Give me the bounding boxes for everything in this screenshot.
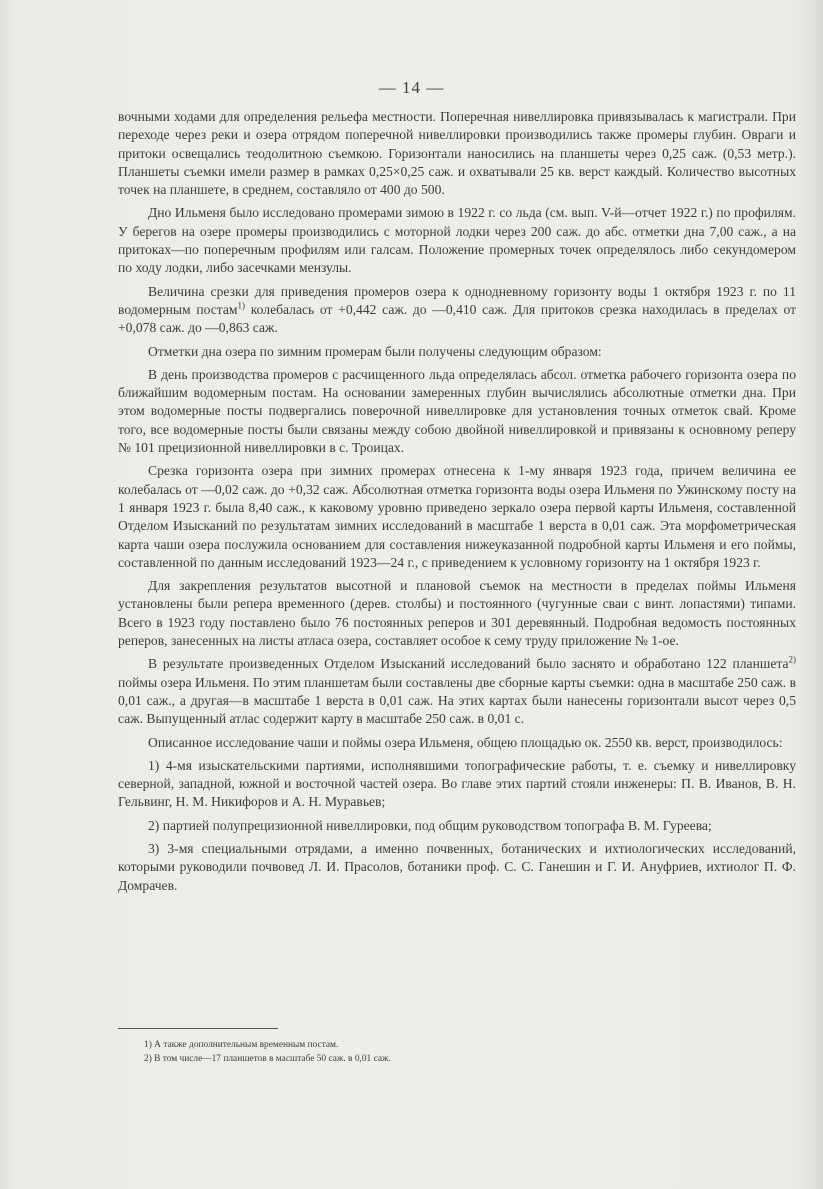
footnote: 2) В том числе—17 планшетов в масштабе 50 саж. в 0,01 саж. (144, 1054, 391, 1064)
paragraph: Отметки дна озера по зимним промерам были получены следующим образом: (148, 343, 602, 359)
list-item: 1) 4-мя изыскательскими партиями, исполнявшими топографические работы, т. е. съемку и нивеллировку северной, западной, южной и восточной частей озера. Во главе этих партий стояли инженеры: П. В. Иванов, В. Н. Гельвинг, Н. М. Никифоров и А. Н. Муравьев; (118, 757, 796, 810)
paragraph-text: поймы озера Ильменя. По этим планшетам были составлены две сборные карты съемки: одна в масштабе 250 саж. в 0,01 саж., а другая—в масштабе 1 верста в 0,01 саж. На этих картах были нанесены горизонтали высот через 0,5 саж. Выпущенный атлас содержит карту в масштабе 250 саж. в 0,01 с. (118, 674, 796, 727)
footnote: 1) А также дополнительным временным постам. (144, 1040, 339, 1050)
paragraph: Для закрепления результатов высотной и плановой съемок на местности в пределах поймы Ильменя установлены были репера временного (дерев. столбы) и постоянного (чугунные сваи с винт. лопастями) типами. Всего в 1923 году поставлено было 76 постоянных реперов и 301 деревянный. Подробная ведомость постоянных реперов, занесенных на листы атласа озера, составляет особое к сему труду приложение № 1-ое. (118, 578, 796, 649)
paragraph: вочными ходами для определения рельефа местности. Поперечная нивеллировка привязывалась к магистрали. При переходе через реки и озера отрядом поперечной нивеллировки производились также промеры глубин. Овраги и притоки освещались теодолитною съемкою. Горизонтали наносились на планшеты через 0,25 саж. (0,53 метр.). Планшеты съемки имели размер в рамках 0,25×0,25 саж. и охватывали 25 кв. верст каждый. Количество высотных точек на планшете, в среднем, составляло от 400 до 500. (118, 109, 796, 198)
list-item: 3) 3-мя специальными отрядами, а именно почвенных, ботанических и ихтиологических исследований, которыми руководили почвовед Л. И. Прасолов, ботаники проф. С. С. Ганешин и Г. И. Ануфриев, ихтиолог П. Ф. Домрачев. (118, 840, 796, 893)
paragraph: Дно Ильменя было исследовано промерами зимою в 1922 г. со льда (см. вып. V-й—отчет 1922 г.) по профилям. У берегов на озере промеры производились с моторной лодки через 200 саж. до абс. отметки дна 7,00 саж., а на притоках—по поперечным профилям или галсам. Положение промерных точек определялось либо секундомером по ходу лодки, либо засечками мензулы. (118, 205, 796, 276)
paragraph (118, 283, 796, 338)
paragraph (118, 655, 796, 728)
footnotes (144, 1038, 704, 1066)
paragraph-text: Величина срезки для приведения промеров озера к однодневному горизонту воды 1 октября 1923 г. по 11 водомерным постам (118, 283, 796, 317)
list-item: 2) партией полупрецизионной нивеллировки, под общим руководством топографа В. М. Гуреева; (148, 817, 712, 833)
footnote-divider (118, 1028, 278, 1029)
paragraph-text: колебалась от +0,442 саж. до —0,410 саж. Для притоков срезка находилась в пределах от +0,078 саж. до —0,863 саж. (118, 301, 797, 336)
footnote-ref: 1) (237, 300, 246, 311)
paragraph: Срезка горизонта озера при зимних промерах отнесена к 1-му января 1923 года, причем величина ее колебалась от —0,02 саж. до +0,32 саж. Абсолютная отметка горизонта воды озера Ильменя по Ужинскому посту на 1 января 1923 г. была 8,40 саж., к каковому уровню приведено зеркало озера первой карты Ильменя, составленной Отделом Изысканий по результатам зимних исследований в масштабе 1 верста в 0,01 саж. Эта морфометрическая карта чаши озера послужила основанием для составления нижеуказанной подробной карты Ильменя и его поймы, составленной по данным исследований 1923—24 г., с приведением к условному горизонту на 1 октября 1923 г. (118, 463, 796, 570)
body-text (118, 108, 796, 900)
paragraph: Описанное исследование чаши и поймы озера Ильменя, общею площадью ок. 2550 кв. верст, производилось: (148, 734, 783, 750)
page-number: — 14 — (378, 78, 445, 97)
page-edge-shadow (807, 0, 823, 1189)
paragraph: В день производства промеров с расчищенного льда определялась абсол. отметка рабочего горизонта озера по ближайшим водомерным постам. На основании замеренных глубин вычислялись абсолютные отметки дна. При этом водомерные посты подвергались поверочной нивеллировке для установления точных отметок свай. Кроме того, все водомерные посты были связаны между собою двойной нивеллировкой и привязаны к основному реперу № 101 прецизионной нивеллировки в с. Троицах. (118, 366, 796, 456)
paragraph-text: В результате произведенных Отделом Изысканий исследований было заснято и обработано 122 планшета (148, 656, 789, 672)
footnote-ref: 2) (788, 654, 796, 665)
